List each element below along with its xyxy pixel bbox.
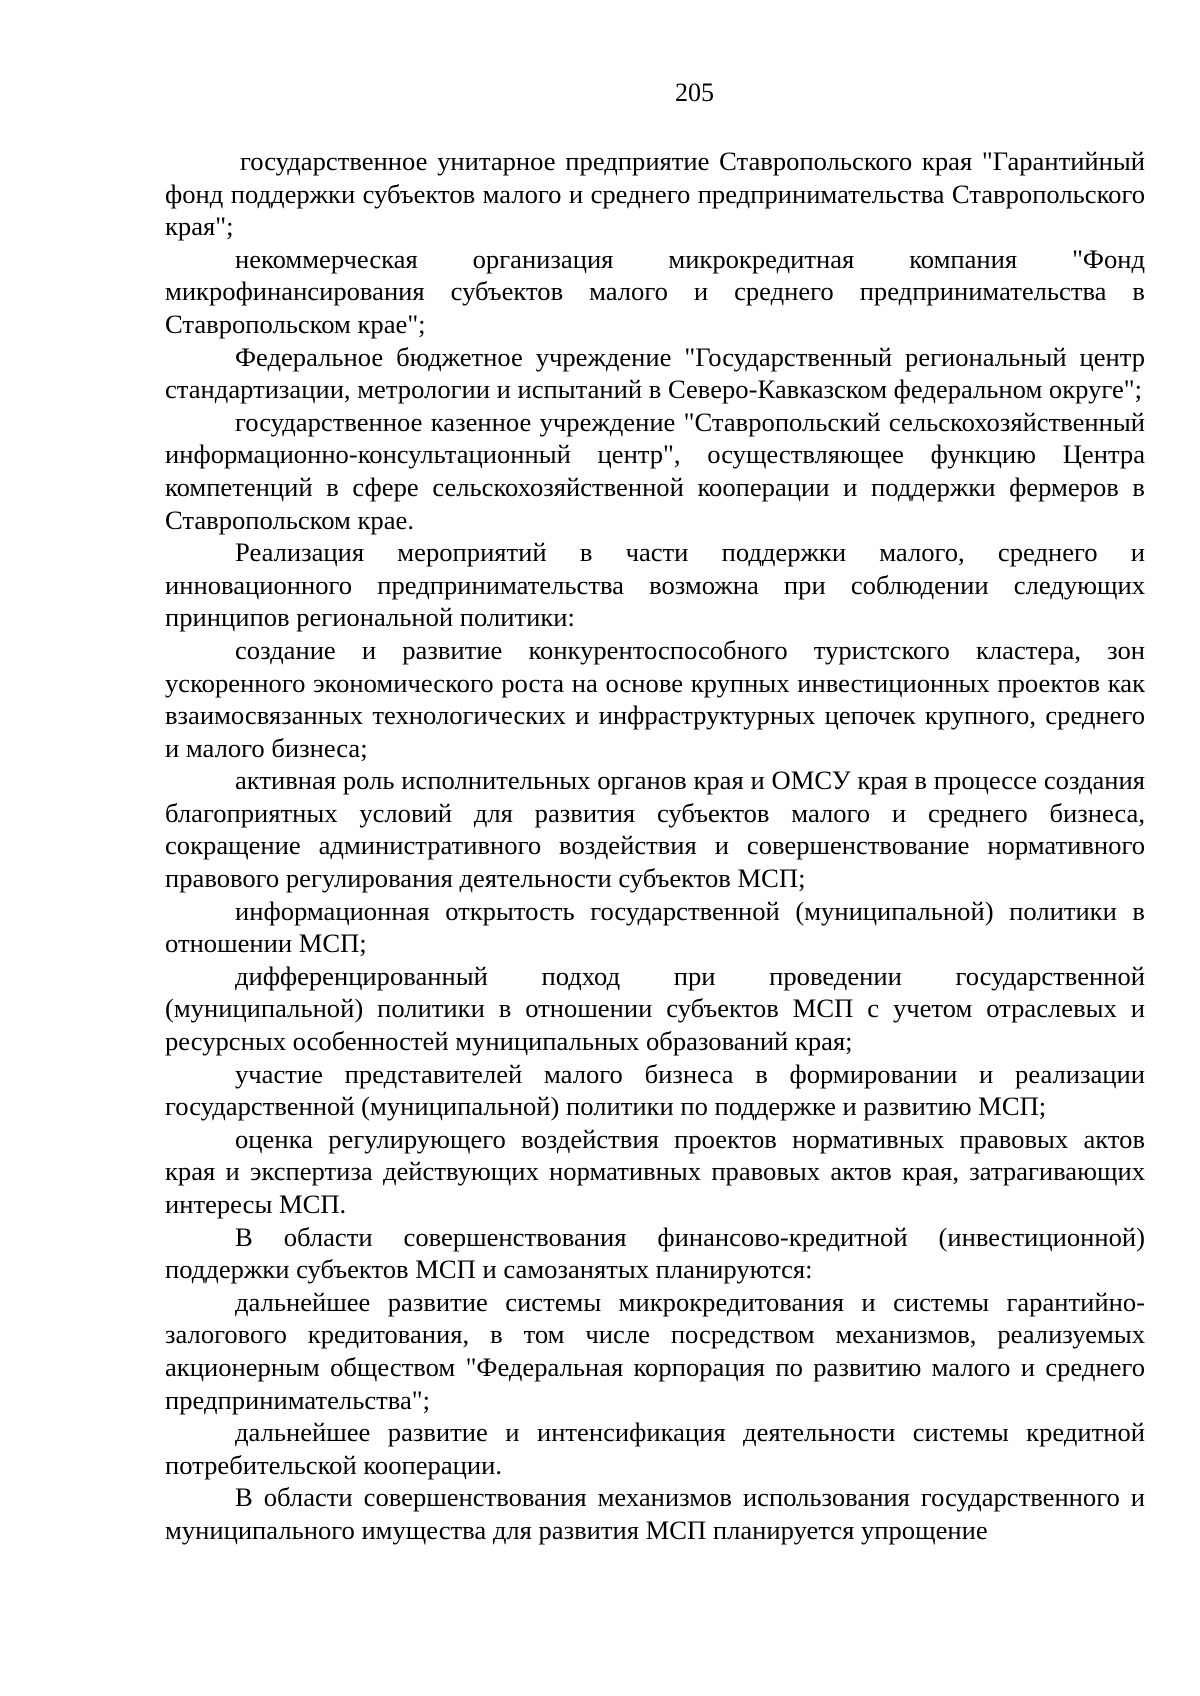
paragraph-policy-principles-intro: Реализация мероприятий в части поддержки малого, среднего и инновационного предпринимательства возможна при соблюдении следующих принципов региональной политики: [165, 537, 1145, 633]
paragraph-standardization-center: Федеральное бюджетное учреждение "Государственный региональный центр стандартизации, метрологии и испытаний в Северо-Кавказском федеральном округе"; [165, 341, 1145, 405]
paragraph-microcredit-system: дальнейшее развитие системы микрокредитования и системы гарантийно-залогового кредитования, в том числе посредством механизмов, реализуемых акционерным обществом "Федеральная корпорация по развитию малого и среднего предпринимательства"; [165, 1286, 1145, 1415]
paragraph-regulatory-assessment: оценка регулирующего воздействия проектов нормативных правовых актов края и экспертиза действующих нормативных правовых актов края, затрагивающих интересы МСП. [165, 1123, 1145, 1219]
paragraph-business-participation: участие представителей малого бизнеса в формировании и реализации государственной (муниципальной) политики по поддержке и развитию МСП; [165, 1058, 1145, 1122]
paragraph-executive-bodies-role: активная роль исполнительных органов края и ОМСУ края в процессе создания благоприятных условий для развития субъектов малого и среднего бизнеса, сокращение административного воздействия и совершенствование нормативного правового регулирования деятельности субъектов МСП; [165, 765, 1145, 894]
paragraph-information-openness: информационная открытость государственной (муниципальной) политики в отношении МСП; [165, 895, 1145, 959]
paragraph-tourism-cluster: создание и развитие конкурентоспособного туристского кластера, зон ускоренного экономического роста на основе крупных инвестиционных проектов как взаимосвязанных технологических и инфраструктурных цепочек крупного, среднего и малого бизнеса; [165, 634, 1145, 763]
paragraph-guarantee-fund: государственное унитарное предприятие Ставропольского края "Гарантийный фонд поддержки субъектов малого и среднего предпринимательства Ставропольского края"; [165, 146, 1145, 242]
paragraph-differentiated-approach: дифференцированный подход при проведении государственной (муниципальной) политики в отношении субъектов МСП с учетом отраслевых и ресурсных особенностей муниципальных образований края; [165, 960, 1145, 1057]
paragraph-microfinance-fund: некоммерческая организация микрокредитная компания "Фонд микрофинансирования субъектов малого и среднего предпринимательства в Ставропольском крае"; [165, 243, 1145, 339]
page-number: 205 [675, 78, 714, 107]
paragraph-credit-cooperation: дальнейшее развитие и интенсификация деятельности системы кредитной потребительской кооперации. [165, 1417, 1145, 1480]
paragraph-property-use: В области совершенствования механизмов использования государственного и муниципального имущества для развития МСП планируется упрощение [165, 1482, 1145, 1545]
paragraph-agricultural-center: государственное казенное учреждение "Ставропольский сельскохозяйственный информационно-консультационный центр", осуществляющее функцию Центра компетенций в сфере сельскохозяйственной кооперации и поддержки фермеров в Ставропольском крае. [165, 406, 1145, 535]
paragraph-financial-support-intro: В области совершенствования финансово-кредитной (инвестиционной) поддержки субъектов МСП и самозанятых планируются: [165, 1221, 1145, 1285]
body-text [165, 145, 1145, 1547]
